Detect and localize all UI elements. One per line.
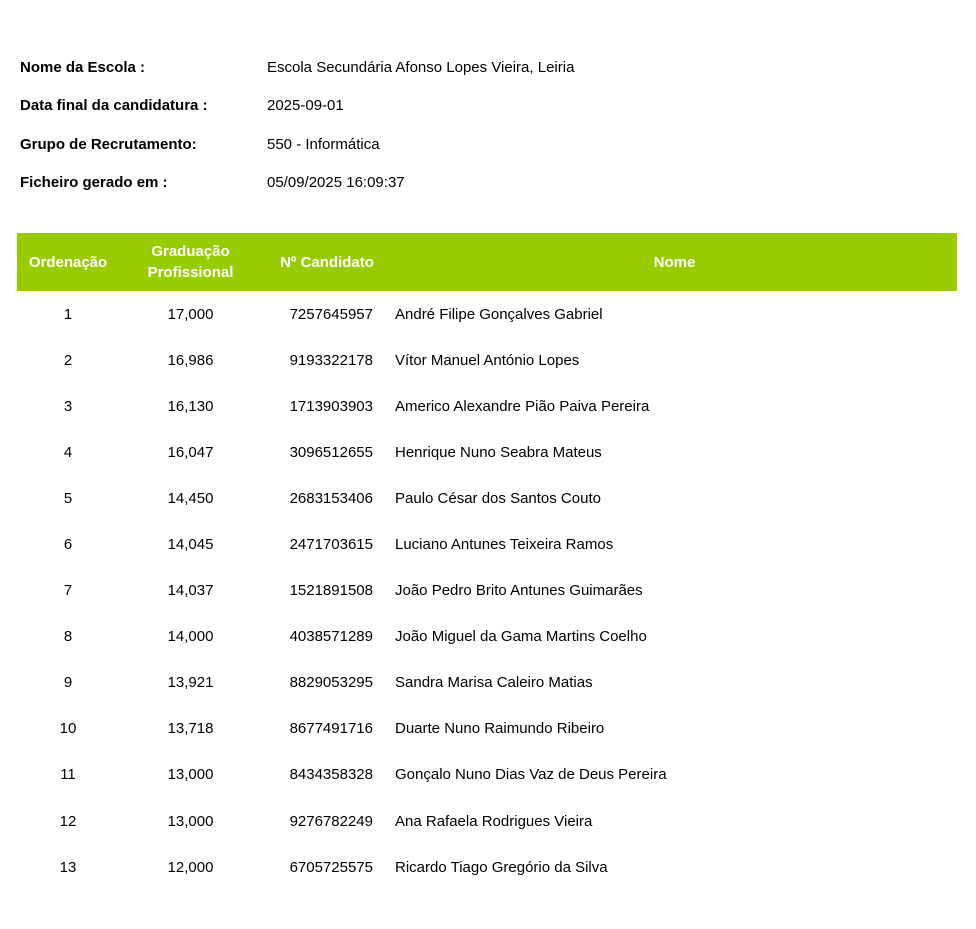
school-row: [20, 48, 920, 87]
cell-nome: João Miguel da Gama Martins Coelho: [395, 628, 647, 646]
cell-candidato: 2683153406: [289, 489, 373, 507]
cell-candidato: 8677491716: [289, 720, 373, 738]
cell-nome: Vítor Manuel António Lopes: [395, 351, 580, 369]
cell-graduacao: 16,130: [167, 397, 214, 415]
header-row: [17, 233, 957, 291]
group-label: Grupo de Recrutamento:: [20, 135, 197, 153]
cell-candidato: 9276782249: [289, 812, 373, 830]
table-row: [17, 706, 957, 752]
cell-ordenacao: 9: [63, 674, 73, 692]
table-row: [17, 383, 957, 429]
cell-graduacao: 13,718: [167, 720, 214, 738]
cell-graduacao: 13,000: [167, 766, 214, 784]
table-row: [17, 521, 957, 567]
cell-graduacao: 14,045: [167, 536, 214, 554]
group-row: [20, 125, 920, 164]
cell-ordenacao: 5: [63, 489, 73, 507]
generated-label: Ficheiro gerado em :: [20, 174, 168, 192]
group-value: 550 - Informática: [267, 135, 380, 153]
cell-nome: Paulo César dos Santos Couto: [395, 489, 601, 507]
cell-candidato: 3096512655: [289, 443, 373, 461]
deadline-row: [20, 87, 920, 126]
cell-ordenacao: 11: [60, 766, 76, 784]
cell-nome: Duarte Nuno Raimundo Ribeiro: [395, 720, 605, 738]
candidates-table: [17, 233, 957, 890]
cell-nome: Sandra Marisa Caleiro Matias: [395, 674, 593, 692]
cell-nome: Gonçalo Nuno Dias Vaz de Deus Pereira: [395, 766, 667, 784]
cell-nome: Ricardo Tiago Gregório da Silva: [395, 858, 608, 876]
table-body: [17, 291, 957, 890]
cell-graduacao: 13,000: [167, 812, 214, 830]
table-row: [17, 429, 957, 475]
cell-ordenacao: 7: [63, 582, 73, 600]
cell-graduacao: 17,000: [167, 305, 214, 323]
table-row: [17, 614, 957, 660]
cell-ordenacao: 6: [63, 536, 73, 554]
cell-nome: Henrique Nuno Seabra Mateus: [395, 443, 602, 461]
table-row: [17, 337, 957, 383]
cell-nome: André Filipe Gonçalves Gabriel: [395, 305, 603, 323]
deadline-value: 2025-09-01: [267, 97, 344, 115]
header-candidato: Nº Candidato: [262, 233, 392, 291]
cell-graduacao: 16,986: [167, 351, 214, 369]
cell-ordenacao: 2: [63, 351, 73, 369]
cell-nome: João Pedro Brito Antunes Guimarães: [395, 582, 643, 600]
header-nome: Nome: [392, 233, 957, 291]
cell-ordenacao: 13: [59, 858, 77, 876]
cell-ordenacao: 8: [63, 628, 73, 646]
generated-row: [20, 164, 920, 203]
school-value: Escola Secundária Afonso Lopes Vieira, Leiria: [267, 58, 575, 76]
table-header: [17, 233, 957, 291]
cell-nome: Luciano Antunes Teixeira Ramos: [395, 536, 614, 554]
cell-ordenacao: 10: [59, 720, 77, 738]
cell-ordenacao: 1: [63, 305, 73, 323]
deadline-label: Data final da candidatura :: [20, 97, 208, 115]
header-graduacao-line2: Profissional: [147, 264, 234, 281]
cell-candidato: 4038571289: [289, 628, 373, 646]
cell-candidato: 8434358328: [289, 766, 373, 784]
table-row: [17, 752, 957, 798]
table-row: [17, 844, 957, 890]
cell-graduacao: 14,000: [167, 628, 214, 646]
cell-candidato: 9193322178: [289, 351, 373, 369]
cell-candidato: 6705725575: [289, 858, 373, 876]
header-graduacao-line1: Graduação: [151, 243, 230, 260]
header-ordenacao: Ordenação: [17, 233, 119, 291]
cell-graduacao: 14,037: [167, 582, 214, 600]
table-row: [17, 568, 957, 614]
cell-candidato: 2471703615: [289, 536, 373, 554]
cell-candidato: 1521891508: [289, 582, 373, 600]
table-row: [17, 660, 957, 706]
cell-graduacao: 14,450: [167, 489, 214, 507]
cell-candidato: 7257645957: [289, 305, 373, 323]
document-info: [20, 48, 920, 202]
table-row: [17, 475, 957, 521]
cell-graduacao: 12,000: [167, 858, 214, 876]
school-label: Nome da Escola :: [20, 58, 146, 76]
cell-candidato: 8829053295: [289, 674, 373, 692]
cell-ordenacao: 4: [63, 443, 73, 461]
cell-graduacao: 16,047: [167, 443, 214, 461]
cell-nome: Ana Rafaela Rodrigues Vieira: [395, 812, 593, 830]
header-graduacao: [119, 233, 262, 291]
cell-graduacao: 13,921: [167, 674, 214, 692]
cell-candidato: 1713903903: [289, 397, 373, 415]
table-row: [17, 798, 957, 844]
generated-value: 05/09/2025 16:09:37: [267, 174, 405, 192]
cell-ordenacao: 3: [63, 397, 73, 415]
cell-ordenacao: 12: [59, 812, 77, 830]
table-row: [17, 291, 957, 337]
cell-nome: Americo Alexandre Pião Paiva Pereira: [395, 397, 650, 415]
